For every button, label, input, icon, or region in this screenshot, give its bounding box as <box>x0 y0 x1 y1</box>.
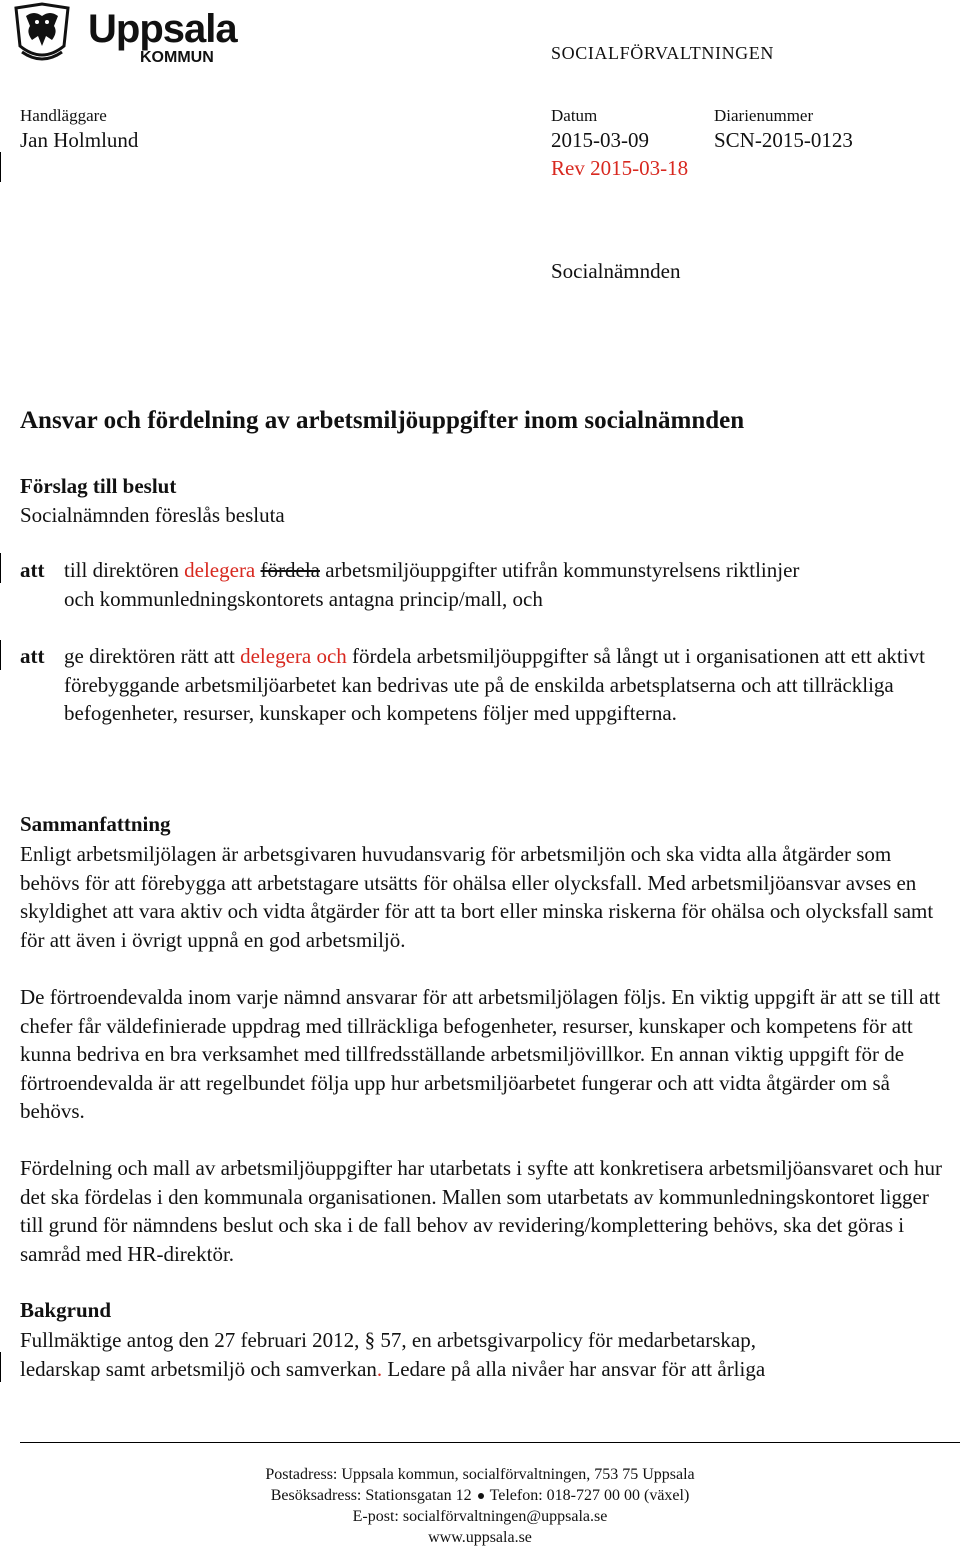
item-1-line1-rest: arbetsmiljöuppgifter utifrån kommunstyrelsens riktlinjer <box>319 558 800 582</box>
logo-subtext: KOMMUN <box>140 49 214 66</box>
item-key: att <box>20 644 45 668</box>
summary-paragraph-3: Fördelning och mall av arbetsmiljöuppgifter har utarbetats i syfte att konkretisera arbetsmiljöansvaret och hur det ska fördelas i den kommunala organisationen. Mallen som utarbetats av kommunledningskontoret ligger till grund för nämndens beslut och ska i de fall behov av revidering/komplettering behövs, ska det göras i samråd med HR-direktör. <box>20 1156 942 1266</box>
footer-visiting-phone <box>0 1486 960 1507</box>
decision-item-1 <box>20 556 950 616</box>
item-2-part1: ge direktören rätt att <box>64 644 241 668</box>
item-2-line1-rest: fördela arbetsmiljöuppgifter så långt ut i organisationen <box>346 644 820 668</box>
footer-email[interactable]: E-post: socialförvaltningen@uppsala.se <box>352 1508 608 1525</box>
change-bar <box>0 152 1 182</box>
background-line2b: Ledare på alla nivåer har ansvar för att årliga <box>382 1356 766 1381</box>
datum-label: Datum <box>551 106 598 125</box>
item-1-part1: till direktören <box>64 558 185 582</box>
revision-date: Rev 2015-03-18 <box>551 156 689 180</box>
background-line2a: ledarskap samt arbetsmiljö och samverkan <box>20 1356 377 1381</box>
document-title: Ansvar och fördelning av arbetsmiljöuppgifter inom socialnämnden <box>20 407 745 434</box>
diarienummer-label: Diarienummer <box>714 106 814 125</box>
footer-postal: Postadress: Uppsala kommun, socialförvaltningen, 753 75 Uppsala <box>265 1466 695 1483</box>
item-key: att <box>20 558 45 582</box>
department-name: SOCIALFÖRVALTNINGEN <box>551 43 774 63</box>
footer-rule <box>20 1442 960 1443</box>
proposal-intro: Socialnämnden föreslås besluta <box>20 503 285 527</box>
summary-heading: Sammanfattning <box>20 812 171 836</box>
item-1-text <box>64 556 959 613</box>
item-1-line2: och kommunledningskontorets antagna princip/mall, och <box>64 586 543 611</box>
item-2-text <box>64 642 959 728</box>
change-bar <box>0 553 1 583</box>
item-2-rest: att ett aktivt förebyggande arbetsmiljöarbetet kan bedrivas ute på de enskilda arbetsplatserna och att tillräckliga befogenheter, resurser, kunskaper och kompetens följer med uppgifterna. <box>64 644 925 725</box>
summary-paragraph-1: Enligt arbetsmiljölagen är arbetsgivaren huvudansvarig för arbetsmiljön och ska vidta alla åtgärder som behövs för att förebygga att arbetstagare utsätts för ohälsa eller olycksfall. Med arbetsmiljöansvar avses en skyldighet att vara aktiv och vidta åtgärder för att ta bort eller minska riskerna för ohälsa och olycksfall samt för att även i övrigt uppnå en god arbetsmiljö. <box>20 842 934 952</box>
handlaggare-value: Jan Holmlund <box>20 128 139 152</box>
background-line1: Fullmäktige antog den 27 februari 2012, § 57, en arbetsgivarpolicy för medarbetarskap, <box>20 1328 756 1352</box>
inserted-text: delegera <box>184 558 256 582</box>
deleted-text: fördela <box>260 558 320 582</box>
inserted-text: delegera och <box>240 644 347 668</box>
coat-of-arms-icon <box>12 2 274 66</box>
bullet-icon <box>478 1493 484 1499</box>
handlaggare-label: Handläggare <box>20 106 107 125</box>
logo-wordmark: Uppsala <box>88 7 237 51</box>
recipient: Socialnämnden <box>551 259 681 283</box>
decision-item-2 <box>20 642 950 760</box>
inserted-text: . <box>376 1356 383 1381</box>
uppsala-kommun-logo <box>12 2 274 66</box>
background-heading: Bakgrund <box>20 1298 112 1322</box>
change-bar <box>0 640 1 670</box>
proposal-heading: Förslag till beslut <box>20 474 177 498</box>
footer-visiting: Besöksadress: Stationsgatan 12 <box>270 1487 472 1504</box>
background-paragraph <box>20 1326 950 1383</box>
footer-phone: Telefon: 018-727 00 00 (växel) <box>489 1487 690 1504</box>
summary-paragraph-2: De förtroendevalda inom varje nämnd ansvarar för att arbetsmiljölagen följs. En viktig uppgift är att se till att chefer får väldefinierade uppdrag med tillräckliga befogenheter, resurser, kunskaper och kompetens för att kunna bedriva en bra verksamhet med tillfredsställande arbetsmiljövillkor. En annan viktig uppgift för de förtroendevalda är att regelbundet följa upp hur arbetsmiljöarbetet fungerar och att vidta åtgärder om så behövs. <box>20 985 941 1123</box>
footer-website[interactable]: www.uppsala.se <box>428 1529 532 1546</box>
diarienummer-value: SCN-2015-0123 <box>714 128 853 152</box>
change-bar <box>0 1352 1 1382</box>
datum-value: 2015-03-09 <box>551 128 649 152</box>
